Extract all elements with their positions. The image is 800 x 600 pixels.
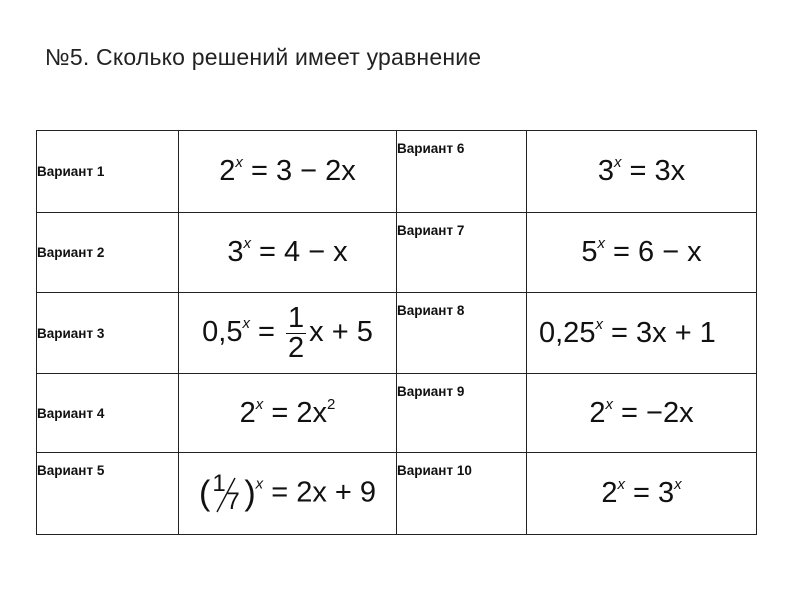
equation-9: $2^x = -2x$ [527,374,757,453]
equation-8: $0,25^x = 3x + 1$ [527,293,757,374]
table-row [37,453,757,535]
fraction: $\frac{1}{2}$ [288,301,305,364]
variant-label-9: Вариант 9 [397,374,527,453]
variants-table [36,130,757,535]
table-row [37,131,757,213]
equation-7: $5^x = 6 - x$ [527,213,757,293]
variant-label-1: Вариант 1 [37,131,179,213]
table-row [37,293,757,374]
equation-4: $2^x = 2x^2$ [179,374,397,453]
equation-2: $3^x = 4 - x$ [179,213,397,293]
equation-10: $2^x = 3^x$ [527,453,757,535]
equation-1: $2^x = 3 - 2x$ [179,131,397,213]
page-title: №5. Сколько решений имеет уравнение [45,44,482,70]
variant-label-8: Вариант 8 [397,293,527,374]
equation-5: ( 1 7 )$^x$ = 2x + 9 [179,453,397,535]
variant-label-5: Вариант 5 [37,453,179,535]
variant-label-2: Вариант 2 [37,213,179,293]
variant-label-7: Вариант 7 [397,213,527,293]
variant-label-4: Вариант 4 [37,374,179,453]
table-row [37,213,757,293]
equation-6: $3^x = 3x$ [527,131,757,213]
variant-label-6: Вариант 6 [397,131,527,213]
table-row [37,374,757,453]
slash-fraction: 1 7 [210,474,244,514]
equation-3: $0,5^x$ = $\frac{1}{2}$ x + 5 [179,293,397,374]
variant-label-3: Вариант 3 [37,293,179,374]
variant-label-10: Вариант 10 [397,453,527,535]
